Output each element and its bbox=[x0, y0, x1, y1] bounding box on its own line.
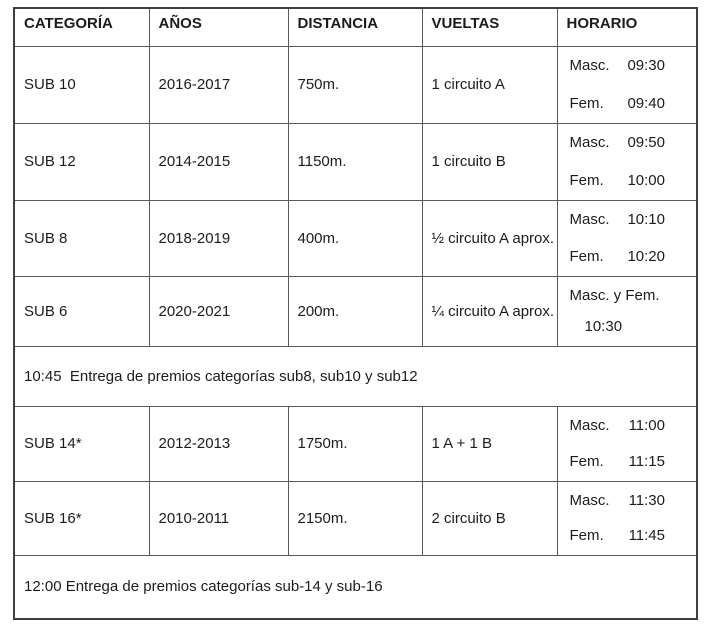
horario-time: 09:40 bbox=[627, 94, 665, 112]
horario-label: Masc. bbox=[569, 416, 610, 434]
note-row bbox=[14, 346, 697, 406]
horario-line bbox=[558, 171, 697, 191]
vueltas-cell: 2 circuito B bbox=[422, 481, 557, 555]
horario-line bbox=[558, 526, 697, 546]
categoria-cell: SUB 12 bbox=[14, 123, 149, 200]
horario-time: 11:00 bbox=[628, 416, 665, 434]
distancia-cell: 750m. bbox=[288, 46, 422, 123]
prize-note: 12:00 Entrega de premios categorías sub-14 y sub-16 bbox=[14, 555, 697, 619]
note-row bbox=[14, 555, 697, 619]
horario-time: 11:45 bbox=[628, 526, 665, 544]
horario-line bbox=[558, 491, 697, 511]
horario-label: Masc. y Fem. bbox=[569, 286, 660, 304]
vueltas-cell: ¼ circuito A aprox. bbox=[422, 276, 557, 346]
anios-cell: 2020-2021 bbox=[149, 276, 288, 346]
header-row bbox=[14, 8, 697, 46]
header-vueltas: VUELTAS bbox=[422, 8, 557, 46]
horario-label: Fem. bbox=[569, 247, 604, 265]
horario-label: Fem. bbox=[569, 452, 604, 470]
horario-time: 10:00 bbox=[627, 171, 665, 189]
categoria-cell: SUB 14* bbox=[14, 406, 149, 481]
vueltas-cell: 1 circuito B bbox=[422, 123, 557, 200]
distancia-cell: 1150m. bbox=[288, 123, 422, 200]
categoria-cell: SUB 6 bbox=[14, 276, 149, 346]
horario-label: Masc. bbox=[569, 210, 610, 228]
header-anios: AÑOS bbox=[149, 8, 288, 46]
anios-cell: 2010-2011 bbox=[149, 481, 288, 555]
anios-cell: 2012-2013 bbox=[149, 406, 288, 481]
distancia-cell: 400m. bbox=[288, 200, 422, 276]
horario-line bbox=[558, 452, 697, 472]
table-row-sub16 bbox=[14, 481, 697, 555]
table-row-sub8 bbox=[14, 200, 697, 276]
horario-line bbox=[558, 56, 697, 76]
distancia-cell: 200m. bbox=[288, 276, 422, 346]
table-row-sub14 bbox=[14, 406, 697, 481]
race-schedule-table bbox=[13, 7, 698, 620]
horario-line bbox=[558, 210, 697, 230]
table-row-sub10 bbox=[14, 46, 697, 123]
horario-label: Masc. bbox=[569, 133, 610, 151]
horario-time: 09:50 bbox=[627, 133, 665, 151]
horario-label: Fem. bbox=[569, 526, 604, 544]
horario-cell bbox=[557, 481, 697, 555]
horario-time: 09:30 bbox=[627, 56, 665, 74]
header-categoria: CATEGORÍA bbox=[14, 8, 149, 46]
anios-cell: 2014-2015 bbox=[149, 123, 288, 200]
horario-line bbox=[558, 416, 697, 436]
header-horario: HORARIO bbox=[557, 8, 697, 46]
anios-cell: 2016-2017 bbox=[149, 46, 288, 123]
vueltas-cell: 1 circuito A bbox=[422, 46, 557, 123]
horario-label: Masc. bbox=[569, 56, 610, 74]
table-row-sub12 bbox=[14, 123, 697, 200]
vueltas-cell: 1 A + 1 B bbox=[422, 406, 557, 481]
horario-line bbox=[558, 94, 697, 114]
horario-time: 10:30 bbox=[584, 317, 623, 335]
horario-line bbox=[558, 247, 697, 267]
horario-cell bbox=[557, 46, 697, 123]
vueltas-cell: ½ circuito A aprox. bbox=[422, 200, 557, 276]
horario-label: Masc. bbox=[569, 491, 610, 509]
anios-cell: 2018-2019 bbox=[149, 200, 288, 276]
categoria-cell: SUB 10 bbox=[14, 46, 149, 123]
header-distancia: DISTANCIA bbox=[288, 8, 422, 46]
categoria-cell: SUB 8 bbox=[14, 200, 149, 276]
horario-cell bbox=[557, 276, 697, 346]
horario-cell bbox=[557, 123, 697, 200]
horario-label: Fem. bbox=[569, 94, 604, 112]
horario-cell bbox=[557, 406, 697, 481]
horario-time: 10:10 bbox=[627, 210, 665, 228]
horario-time: 11:15 bbox=[628, 452, 665, 470]
horario-cell bbox=[557, 200, 697, 276]
prize-note: 10:45 Entrega de premios categorías sub8, sub10 y sub12 bbox=[14, 346, 697, 406]
horario-label: Fem. bbox=[569, 171, 604, 189]
horario-time: 11:30 bbox=[628, 491, 665, 509]
distancia-cell: 2150m. bbox=[288, 481, 422, 555]
categoria-cell: SUB 16* bbox=[14, 481, 149, 555]
horario-line bbox=[558, 133, 697, 153]
table-row-sub6 bbox=[14, 276, 697, 346]
distancia-cell: 1750m. bbox=[288, 406, 422, 481]
horario-time: 10:20 bbox=[627, 247, 665, 265]
